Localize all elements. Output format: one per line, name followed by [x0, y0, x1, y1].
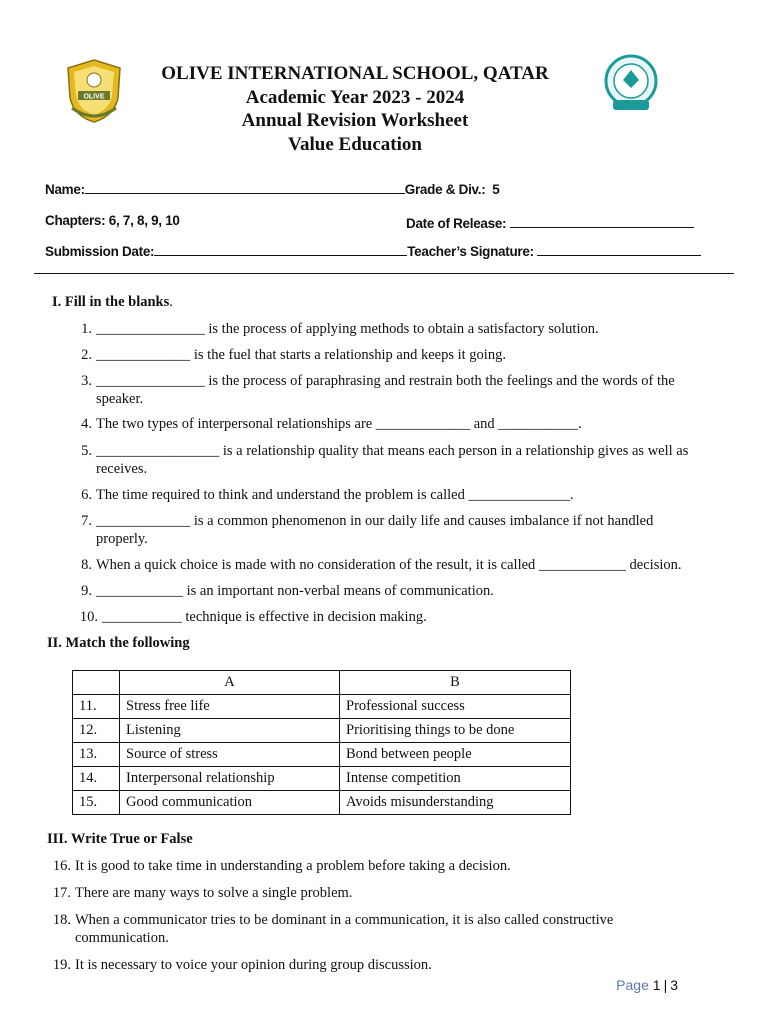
section-1-title: I. Fill in the blanks. [52, 294, 173, 310]
section-2-title: II. Match the following [47, 635, 190, 651]
release-row [406, 213, 694, 231]
release-label: Date of Release: [406, 216, 507, 231]
divider [34, 273, 734, 274]
name-row [45, 179, 500, 197]
grade-value: 5 [492, 182, 500, 197]
match-table [72, 670, 571, 815]
list-item: 7. _____________ is a common phenomenon in our daily life and causes imbalance if not handled properly. [81, 513, 654, 547]
table-row: 11. Stress free life Professional success [73, 695, 571, 719]
table-row: 14. Interpersonal relationship Intense competition [73, 767, 571, 791]
page-number: Page 1 | 3 [616, 977, 678, 993]
list-item: 6. The time required to think and understand the problem is called ______________. [81, 487, 574, 503]
list-item: 5. _________________ is a relationship quality that means each person in a relationship gives as well as receives. [81, 443, 689, 477]
list-item: 3. _______________ is the process of paraphrasing and restrain both the feelings and the words of the speaker. [81, 373, 675, 407]
name-blank[interactable] [85, 179, 405, 194]
list-item: 18. When a communicator tries to be dominant in a communication, it is also called constructive communication. [52, 912, 614, 946]
worksheet-title: Annual Revision Worksheet [241, 110, 469, 131]
academic-year: Academic Year 2023 - 2024 [245, 86, 465, 108]
document-header [0, 62, 710, 156]
list-item: 10. ___________ technique is effective in decision making. [79, 609, 427, 625]
table-row: 13. Source of stress Bond between people [73, 743, 571, 767]
list-item: 19. It is necessary to voice your opinion during group discussion. [52, 957, 432, 973]
submission-row [45, 241, 701, 259]
list-item: 4. The two types of interpersonal relationships are _____________ and ___________. [81, 416, 582, 432]
submission-label: Submission Date: [45, 244, 155, 259]
school-name: OLIVE INTERNATIONAL SCHOOL, QATAR [161, 63, 549, 84]
table-row: 15. Good communication Avoids misunderstanding [73, 791, 571, 815]
submission-blank[interactable] [154, 241, 407, 256]
section-3-title: III. Write True or False [47, 831, 193, 847]
list-item: 16. It is good to take time in understanding a problem before taking a decision. [52, 858, 511, 874]
column-b-header: B [340, 671, 571, 695]
list-item: 1. _______________ is the process of applying methods to obtain a satisfactory solution. [81, 321, 599, 337]
list-item: 9. ____________ is an important non-verbal means of communication. [81, 583, 494, 599]
list-item: 2. _____________ is the fuel that starts a relationship and keeps it going. [81, 347, 506, 363]
release-blank[interactable] [510, 213, 694, 228]
svg-text:OLIVE: OLIVE [83, 93, 105, 101]
column-a-header: A [120, 671, 340, 695]
signature-label: Teacher’s Signature: [407, 244, 534, 259]
table-header-row [73, 671, 571, 695]
grade-label: Grade & Div.: [404, 182, 486, 197]
subject-title: Value Education [288, 133, 422, 155]
list-item: 8. When a quick choice is made with no consideration of the result, it is called ____________ decision. [81, 557, 682, 573]
name-label: Name: [45, 182, 85, 197]
chapters-text: Chapters: 6, 7, 8, 9, 10 [45, 213, 180, 228]
table-row: 12. Listening Prioritising things to be done [73, 719, 571, 743]
list-item: 17. There are many ways to solve a single problem. [52, 885, 353, 901]
signature-blank[interactable] [537, 241, 701, 256]
